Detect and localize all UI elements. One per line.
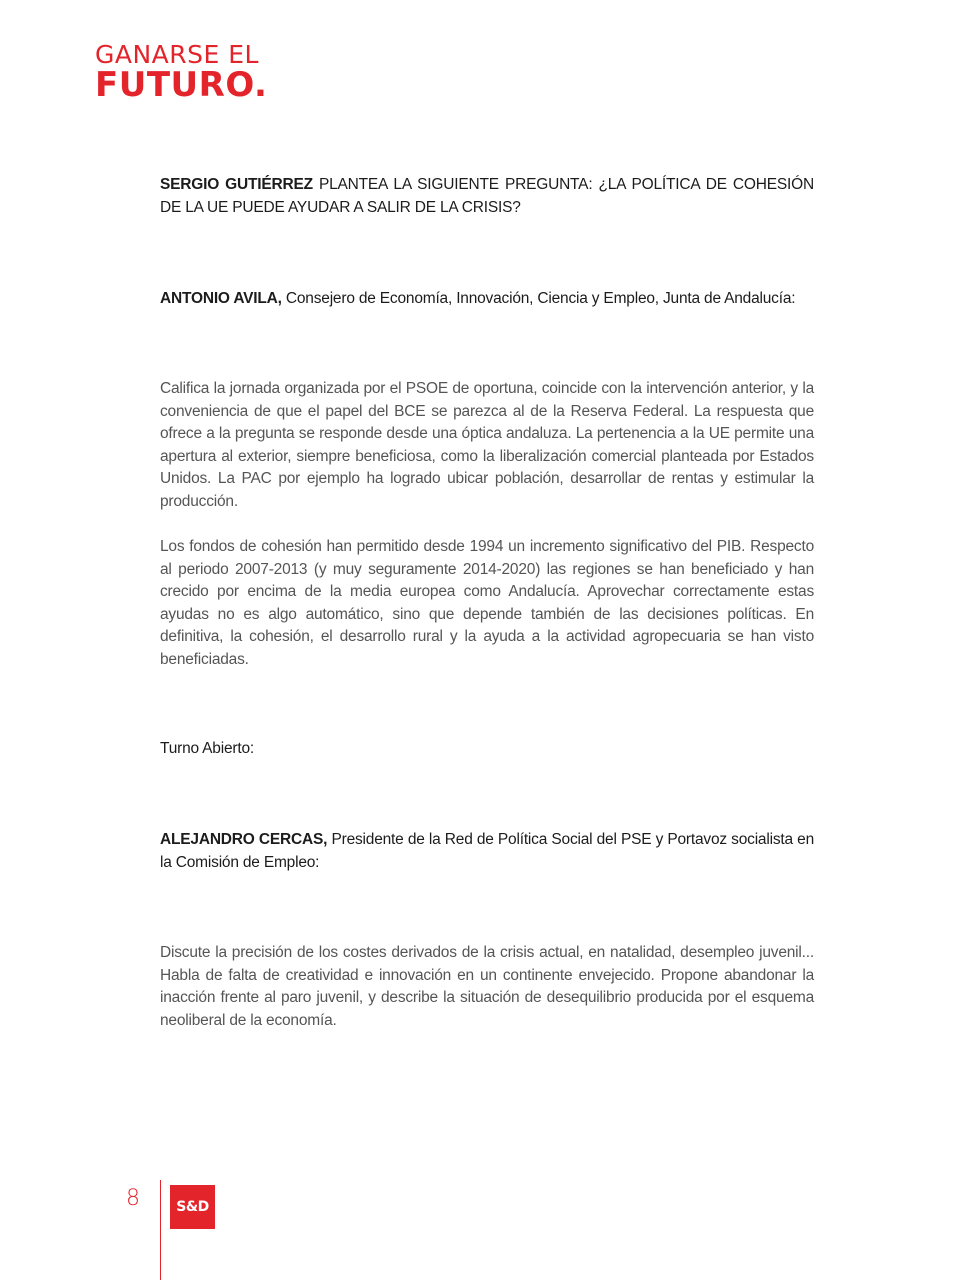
- logo-line-2: FUTURO.: [95, 65, 268, 105]
- speaker-2-paragraph-1: Discute la precisión de los costes derivados de la crisis actual, en natalidad, desempleo juvenil... Habla de falta de creatividad e innovación en un continente envejecido. Propone abandonar la inacción frente al paro juvenil, y describe la situación de desequilibrio producida por el esquema neoliberal de la economía.: [160, 944, 814, 1029]
- question-speaker: SERGIO GUTIÉRREZ: [160, 176, 313, 193]
- speaker-1-paragraph-1: Califica la jornada organizada por el PSOE de oportuna, coincide con la intervención anterior, y la conveniencia de que el papel del BCE se parezca al de la Reserva Federal. La respuesta que ofrece a la pregunta se responde desde una óptica andaluza. La pertenencia a la UE permite una apertura al exterior, siempre beneficiosa, como la liberalización comercial planteada por Estados Unidos. La PAC por ejemplo ha logrado ubicar población, desarrollar de rentas y estimular la producción.: [160, 380, 814, 510]
- speaker-2-role: Presidente de la Red de Política Social del PSE y Portavoz socialista en la Comisión de Empleo:: [160, 831, 814, 871]
- speaker-2-name: ALEJANDRO CERCAS,: [160, 831, 328, 848]
- page-number: 8: [126, 1186, 140, 1211]
- question-heading: [160, 174, 814, 219]
- footer-divider: [160, 1180, 161, 1280]
- sd-logo: S&D: [170, 1185, 215, 1229]
- open-turn-label: Turno Abierto:: [160, 740, 254, 757]
- speaker-1-role: Consejero de Economía, Innovación, Ciencia y Empleo, Junta de Andalucía:: [281, 290, 796, 307]
- speaker-1-name: ANTONIO AVILA,: [160, 290, 282, 307]
- speaker-2-heading: [160, 829, 814, 874]
- brand-logo: [95, 40, 268, 105]
- speaker-1-paragraph-2: Los fondos de cohesión han permitido desde 1994 un incremento significativo del PIB. Respecto al periodo 2007-2013 (y muy seguramente 2014-2020) las regiones se han beneficiado y han crecido por encima de la media europea como Andalucía. Aprovechar correctamente estas ayudas no es algo automático, sino que depende también de las decisiones políticas. En definitiva, la cohesión, el desarrollo rural y la ayuda a la actividad agropecuaria se han visto beneficiadas.: [160, 538, 814, 668]
- speaker-1-heading: [160, 288, 814, 311]
- logo-line-1: GANARSE EL: [95, 40, 259, 69]
- question-text: PLANTEA LA SIGUIENTE PREGUNTA: ¿LA POLÍTICA DE COHESIÓN DE LA UE PUEDE AYUDAR A SALIR DE LA CRISIS?: [160, 176, 814, 216]
